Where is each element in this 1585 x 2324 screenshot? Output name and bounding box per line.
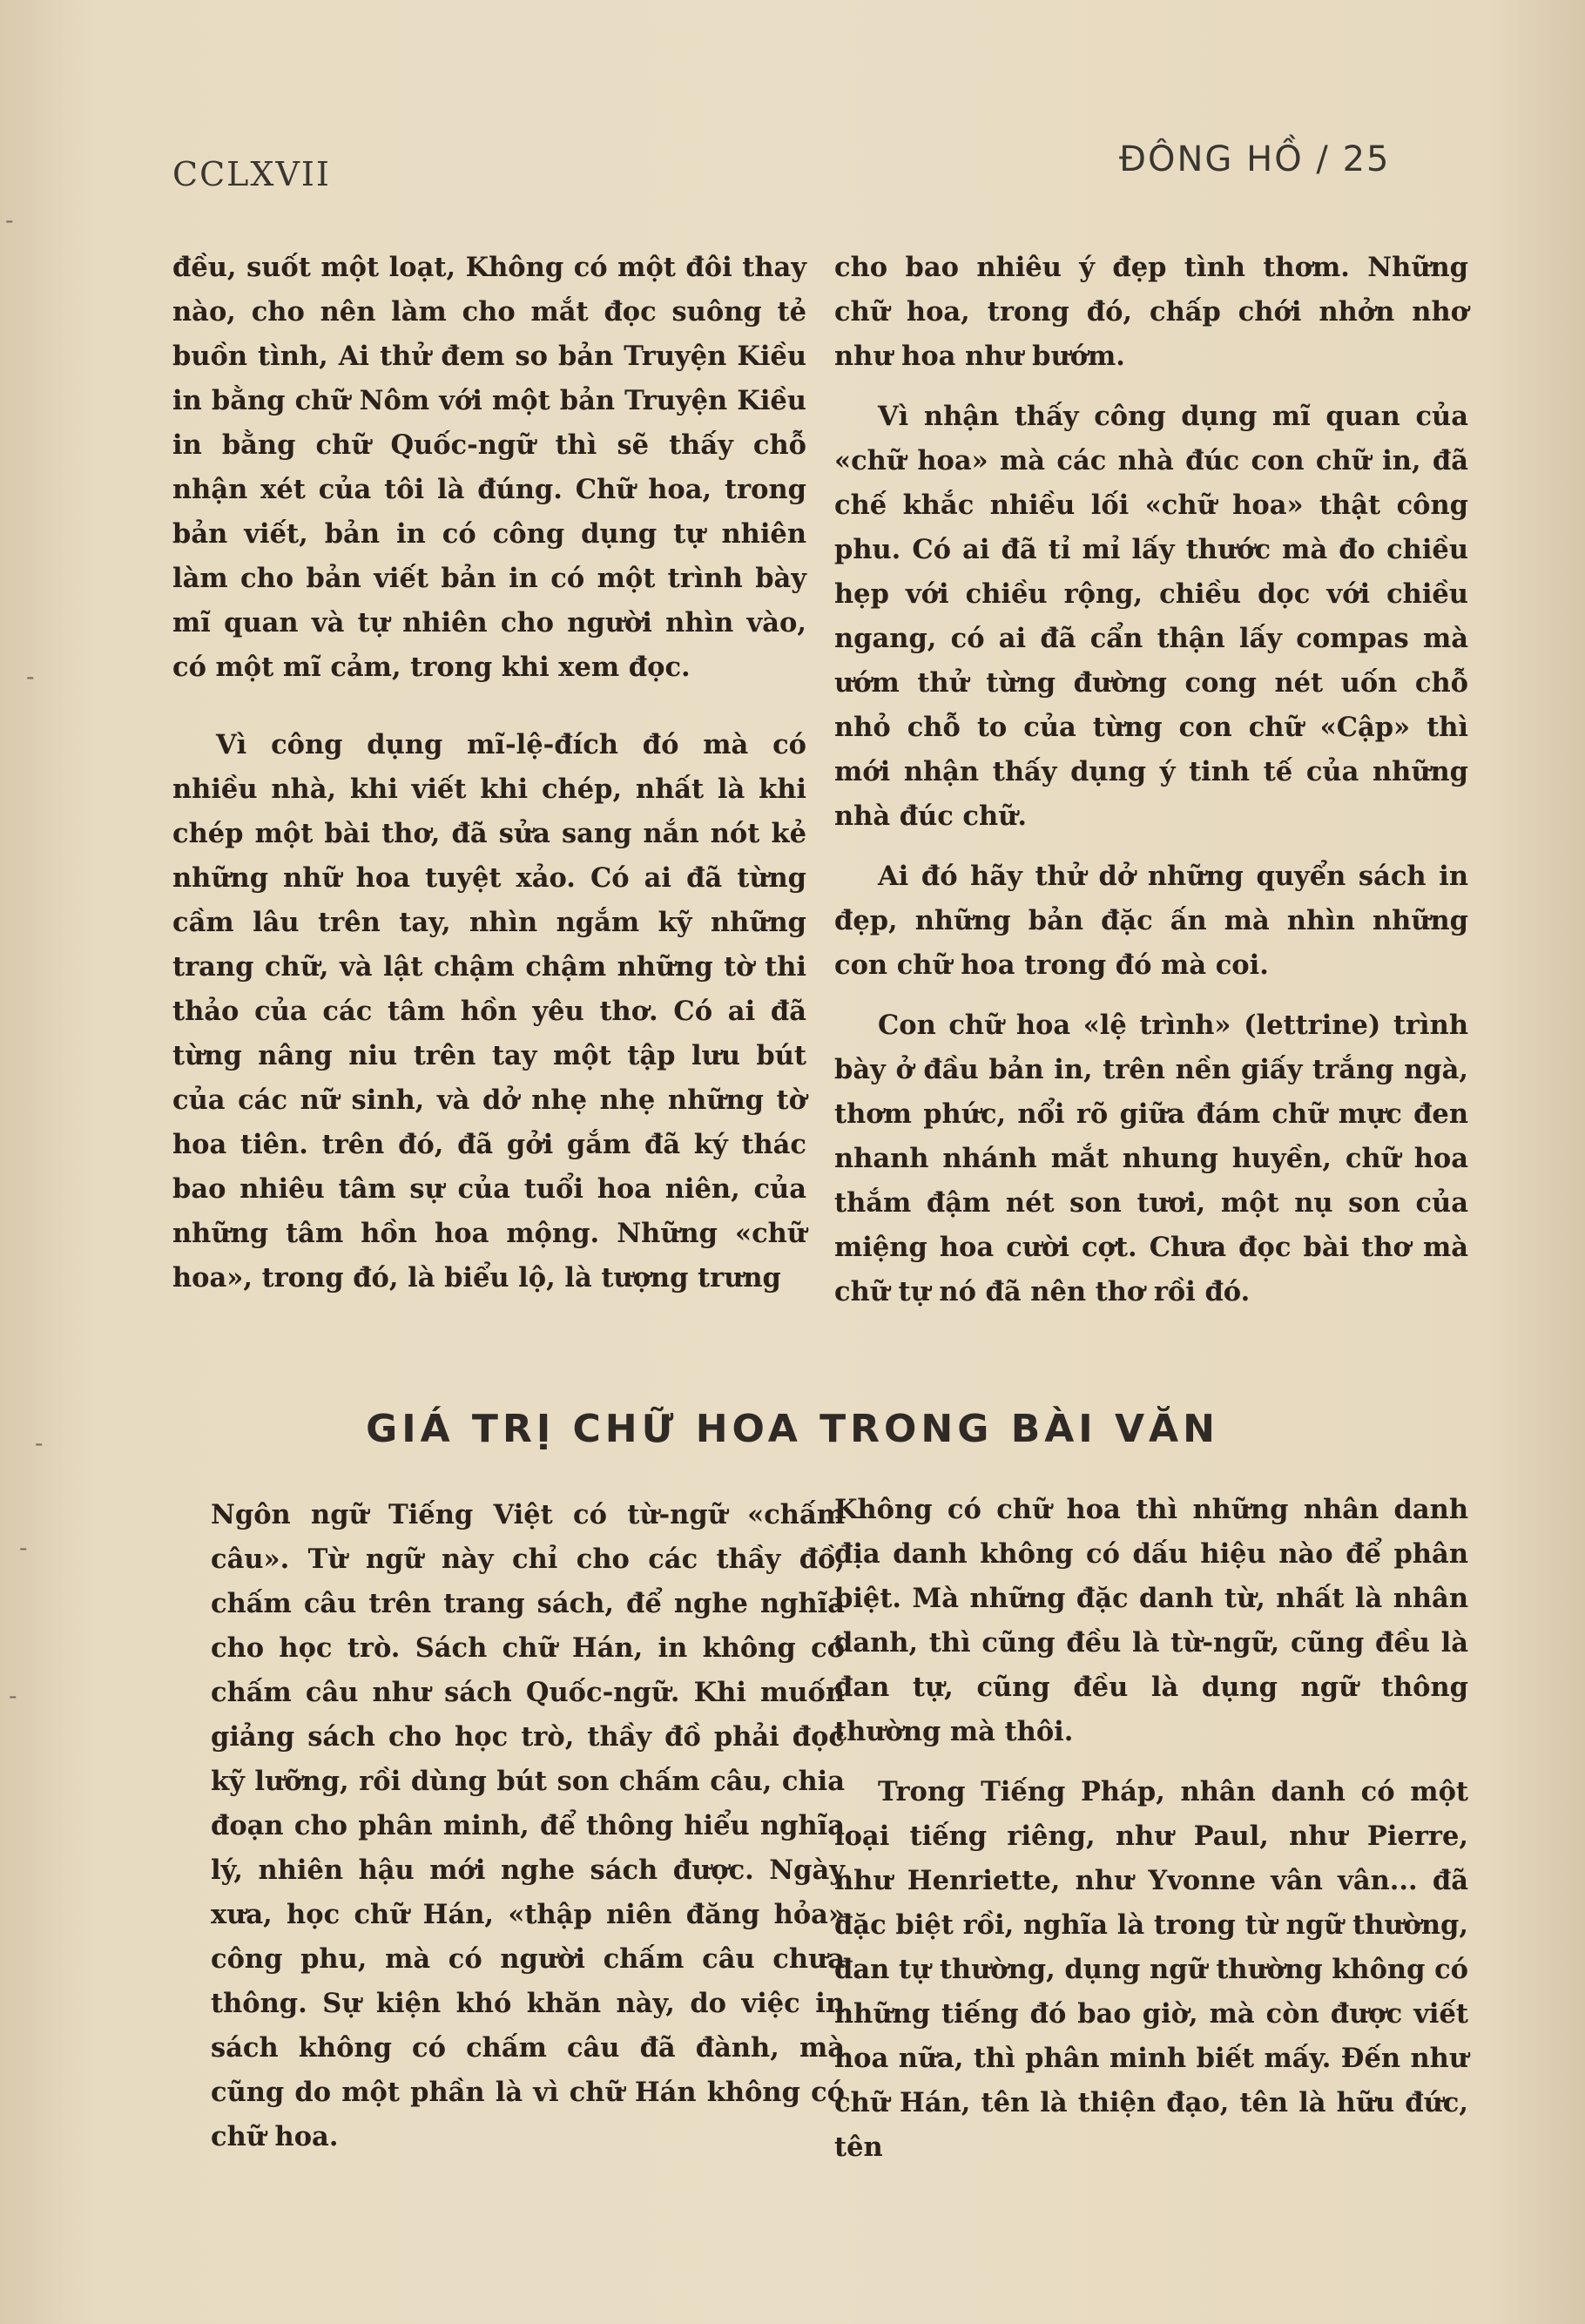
text-column-right-top bbox=[834, 246, 1468, 1348]
paragraph: cho bao nhiêu ý đẹp tình thơm. Những chữ hoa, trong đó, chấp chới nhởn nhơ như hoa như bướm. bbox=[834, 252, 1468, 372]
paragraph: Không có chữ hoa thì những nhân danh địa danh không có dấu hiệu nào để phân biệt. Mà những đặc danh từ, nhất là nhân danh, thì cũng đều là từ-ngữ, cũng đều là đan tự, cũng đều là dụng ngữ thông thường mà thôi. bbox=[834, 1494, 1468, 1747]
paragraph: Con chữ hoa «lệ trình» (lettrine) trình bày ở đầu bản in, trên nền giấy trắng ngà, thơm phức, nổi rõ giữa đám chữ mực đen nhanh nhánh mắt nhung huyền, chữ hoa thắm đậm nét son tươi, một nụ son của miệng hoa cười cợt. Chưa đọc bài thơ mà chữ tự nó đã nên thơ rồi đó. bbox=[834, 1010, 1468, 1307]
paragraph: Ngôn ngữ Tiếng Việt có từ-ngữ «chấm câu». Từ ngữ này chỉ cho các thầy đồ, chấm câu trên trang sách, để nghe nghĩa cho học trò. Sách chữ Hán, in không có chấm câu như sách Quốc-ngữ. Khi muốn giảng sách cho học trò, thầy đồ phải đọc kỹ lưỡng, rồi dùng bút son chấm câu, chia đoạn cho phân minh, để thông hiểu nghĩa lý, nhiên hậu mới nghe sách được. Ngày xưa, học chữ Hán, «thập niên đăng hỏa» công phu, mà có người chấm câu chưa thông. Sự kiện khó khăn này, do việc in sách không có chấm câu đã đành, mà cũng do một phần là vì chữ Hán không có chữ hoa. bbox=[211, 1499, 845, 2152]
margin-mark: - bbox=[9, 1681, 17, 1710]
page-running-header: ĐÔNG HỒ / 25 bbox=[1119, 139, 1391, 179]
paragraph: đều, suốt một loạt, Không có một đôi thay nào, cho nên làm cho mắt đọc suông tẻ buồn tình, Ai thử đem so bản Truyện Kiều in bằng chữ Nôm với một bản Truyện Kiều in bằng chữ Quốc-ngữ thì sẽ thấy chỗ nhận xét của tôi là đúng. Chữ hoa, trong bản viết, bản in có công dụng tự nhiên làm cho bản viết bản in có một trình bày mĩ quan và tự nhiên cho người nhìn vào, có một mĩ cảm, trong khi xem đọc. bbox=[172, 252, 806, 683]
paragraph: Vì công dụng mĩ-lệ-đích đó mà có nhiều nhà, khi viết khi chép, nhất là khi chép một bài thơ, đã sửa sang nắn nót kẻ những nhữ hoa tuyệt xảo. Có ai đã từng cầm lâu trên tay, nhìn ngắm kỹ những trang chữ, và lật chậm chậm những tờ thi thảo của các tâm hồn yêu thơ. Có ai đã từng nâng niu trên tay một tập lưu bút của các nữ sinh, và dở nhẹ nhẹ những tờ hoa tiên. trên đó, đã gởi gắm đã ký thác bao nhiêu tâm sự của tuổi hoa niên, của những tâm hồn hoa mộng. Những «chữ hoa», trong đó, là biểu lộ, là tượng trưng bbox=[172, 729, 806, 1294]
margin-mark: - bbox=[5, 206, 14, 234]
paragraph: Ai đó hãy thử dở những quyển sách in đẹp, những bản đặc ấn mà nhìn những con chữ hoa trong đó mà coi. bbox=[834, 861, 1468, 981]
margin-mark: - bbox=[35, 1429, 44, 1457]
section-heading: GIÁ TRỊ CHỮ HOA TRONG BÀI VĂN bbox=[366, 1407, 1219, 1451]
page-section-number: CCLXVII bbox=[172, 155, 331, 193]
margin-mark: - bbox=[19, 1533, 28, 1562]
paragraph: Trong Tiếng Pháp, nhân danh có một loại tiếng riêng, như Paul, như Pierre, như Henriette, như Yvonne vân vân... đã đặc biệt rồi, nghĩa là trong từ ngữ thường, đan tự thường, dụng ngữ thường không có những tiếng đó bao giờ, mà còn được viết hoa nữa, thì phân minh biết mấy. Đến như chữ Hán, tên là thiện đạo, tên là hữu đức, tên bbox=[834, 1776, 1468, 2163]
text-column-left-bottom bbox=[211, 1493, 845, 2192]
paragraph: Vì nhận thấy công dụng mĩ quan của «chữ hoa» mà các nhà đúc con chữ in, đã chế khắc nhiều lối «chữ hoa» thật công phu. Có ai đã tỉ mỉ lấy thước mà đo chiều hẹp với chiều rộng, chiều dọc với chiều ngang, có ai đã cẩn thận lấy compas mà ướm thử từng đường cong nét uốn chỗ nhỏ chỗ to của từng con chữ «Cập» thì mới nhận thấy dụng ý tinh tế của những nhà đúc chữ. bbox=[834, 401, 1468, 832]
margin-mark: - bbox=[26, 662, 35, 691]
text-column-left-top bbox=[172, 246, 806, 1334]
text-column-right-bottom bbox=[834, 1488, 1468, 2203]
